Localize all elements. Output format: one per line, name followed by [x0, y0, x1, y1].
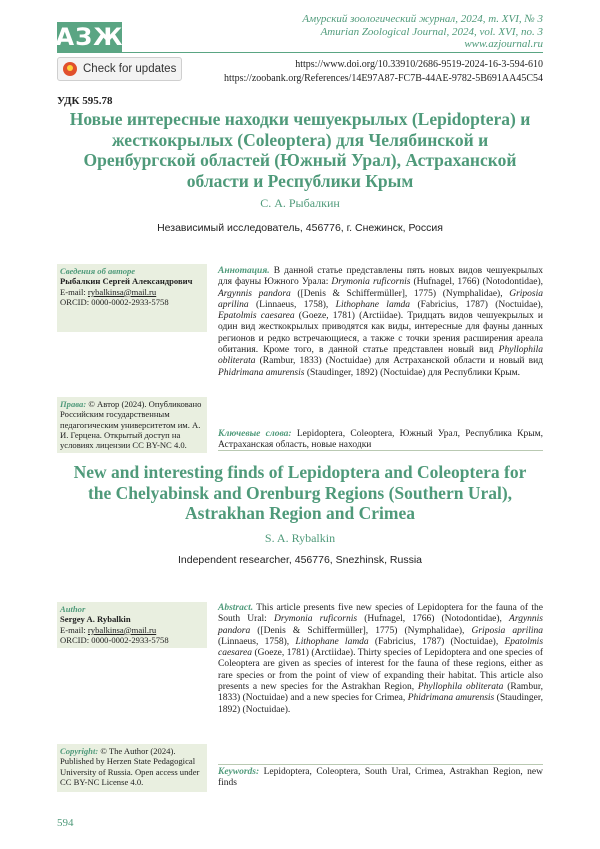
author-orcid-en: ORCID: 0000-0002-2933-5758 — [60, 634, 169, 645]
author-info-heading-ru: Сведения об авторе — [60, 266, 136, 276]
check-for-updates-button[interactable] — [57, 57, 182, 81]
journal-name-ru: Амурский зоологический журнал, 2024, т. XVI, № 3 — [302, 13, 543, 25]
author-ru: С. А. Рыбалкин — [260, 196, 340, 210]
rights-text-ru: © Автор (2024). Опубликовано Российским государственным педагогическим университетом им. А. И. Герцена. Открытый доступ на условиях лицензии CC BY-NC 4.0. — [60, 399, 202, 451]
journal-site-link[interactable]: www.azjournal.ru — [464, 38, 543, 50]
abstract-en: Abstract. This article presents five new species of Lepidoptera for the fauna of the South Ural: Drymonia ruficornis (Hufnagel, 1766) (Notodontidae), Argynnis pandora ([Denis & Schiffermüller], 1775) (Nymphalidae), Griposia aprilina (Linnaeus, 1758), Lithophane lamda (Fabricius, 1787) (Noctuidae), Epatolmis caesarea (Goeze, 1781) (Arctiidae). Thirty species of Lepidoptera and one species of Coleoptera are given as species of interest for the fauna of these regions, either as rare species or from the point of view of expanding their habitat. This article also presents a new species for the Astrakhan Region, Phyllophila obliterata (Rambur, 1833) (Noctuidae) and a new species for Crimea, Phidrimana amurensis (Staudinger, 1892) (Noctuidae). — [218, 603, 544, 715]
article-title-en: New and interesting finds of Lepidoptera and Coleoptera for the Chelyabinsk and Orenburg Regions (Southern Ural), Astrakhan Region and Crimea — [73, 462, 527, 523]
author-email-link-en[interactable]: rybalkinsa@mail.ru — [87, 624, 157, 635]
affiliation-en: Independent researcher, 456776, Snezhinsk, Russia — [178, 554, 422, 566]
header-rule — [57, 52, 543, 53]
journal-header — [302, 13, 543, 51]
identifiers — [224, 58, 543, 85]
author-name-en: Sergey A. Rybalkin — [60, 614, 131, 625]
journal-logo: АЗЖ — [55, 23, 124, 51]
crossmark-icon — [63, 62, 77, 76]
page-number: 594 — [57, 817, 74, 829]
keywords-ru: Ключевые слова: Lepidoptera, Coleoptera, Южный Урал, Республика Крым, Астраханская область, новые находки — [218, 429, 543, 451]
author-email-ru: E-mail: rybalkinsa@mail.ru — [60, 286, 157, 297]
check-for-updates-label: Check for updates — [83, 63, 177, 75]
author-info-heading-en: Author — [60, 604, 86, 614]
author-info-ru — [57, 264, 207, 332]
divider-en — [218, 764, 543, 765]
author-info-en — [57, 602, 207, 648]
rights-text-en: © The Author (2024). Published by Herzen State Pedagogical University of Russia. Open access under CC BY-NC License 4.0. — [60, 746, 200, 787]
doi-link[interactable]: https://www.doi.org/10.33910/2686-9519-2024-16-3-594-610 — [295, 59, 543, 70]
keywords-en: Keywords: Lepidoptera, Coleoptera, South Ural, Crimea, Astrakhan Region, new finds — [218, 767, 543, 789]
author-orcid-ru: ORCID: 0000-0002-2933-5758 — [60, 296, 169, 307]
author-email-en: E-mail: rybalkinsa@mail.ru — [60, 624, 157, 635]
zoobank-link[interactable]: https://zoobank.org/References/14E97A87-FC7B-44AE-9782-5B691AA45C54 — [224, 72, 543, 84]
affiliation-ru: Независимый исследователь, 456776, г. Снежинск, Россия — [157, 222, 443, 234]
rights-label-ru: Права: — [60, 399, 87, 409]
udk-code: УДК 595.78 — [57, 95, 113, 107]
rights-en — [57, 744, 207, 792]
author-name-ru: Рыбалкин Сергей Александрович — [60, 276, 193, 287]
rights-ru — [57, 397, 207, 453]
article-title-ru: Новые интересные находки чешуекрылых (Lepidoptera) и жесткокрылых (Coleoptera) для Челябинской и Оренбургской областей (Южный Урал), Астраханской области и Республики Крым — [69, 109, 531, 191]
abstract-ru: Аннотация. В данной статье представлены пять новых видов чешуекрылых для фауны Южного Урала: Drymonia ruficornis (Hufnagel, 1766) (Notodontidae), Argynnis pandora ([Denis & Schiffermüller], 1775) (Nymphalidae), Griposia aprilina (Linnaeus, 1758), Lithophane lamda (Fabricius, 1787) (Noctuidae), Epatolmis caesarea (Goeze, 1781) (Arctiidae). Тридцать видов чешуекрылых и один вид жесткокрылых приводятся как виды, интересные для фауны данных регионов и редко встречающиеся, а также с точки зрения расширения ареала обитания. Кроме того, в данной статье представлен новый вид Phyllophila obliterata (Rambur, 1833) (Noctuidae) для Астраханской области и новый вид Phidrimana amurensis (Staudinger, 1892) (Noctuidae) для Республики Крым. — [218, 266, 544, 378]
rights-label-en: Copyright: — [60, 746, 99, 756]
author-en: S. A. Rybalkin — [264, 531, 336, 545]
journal-name-en: Amurian Zoological Journal, 2024, vol. XVI, no. 3 — [320, 25, 543, 38]
author-email-link-ru[interactable]: rybalkinsa@mail.ru — [87, 286, 157, 297]
